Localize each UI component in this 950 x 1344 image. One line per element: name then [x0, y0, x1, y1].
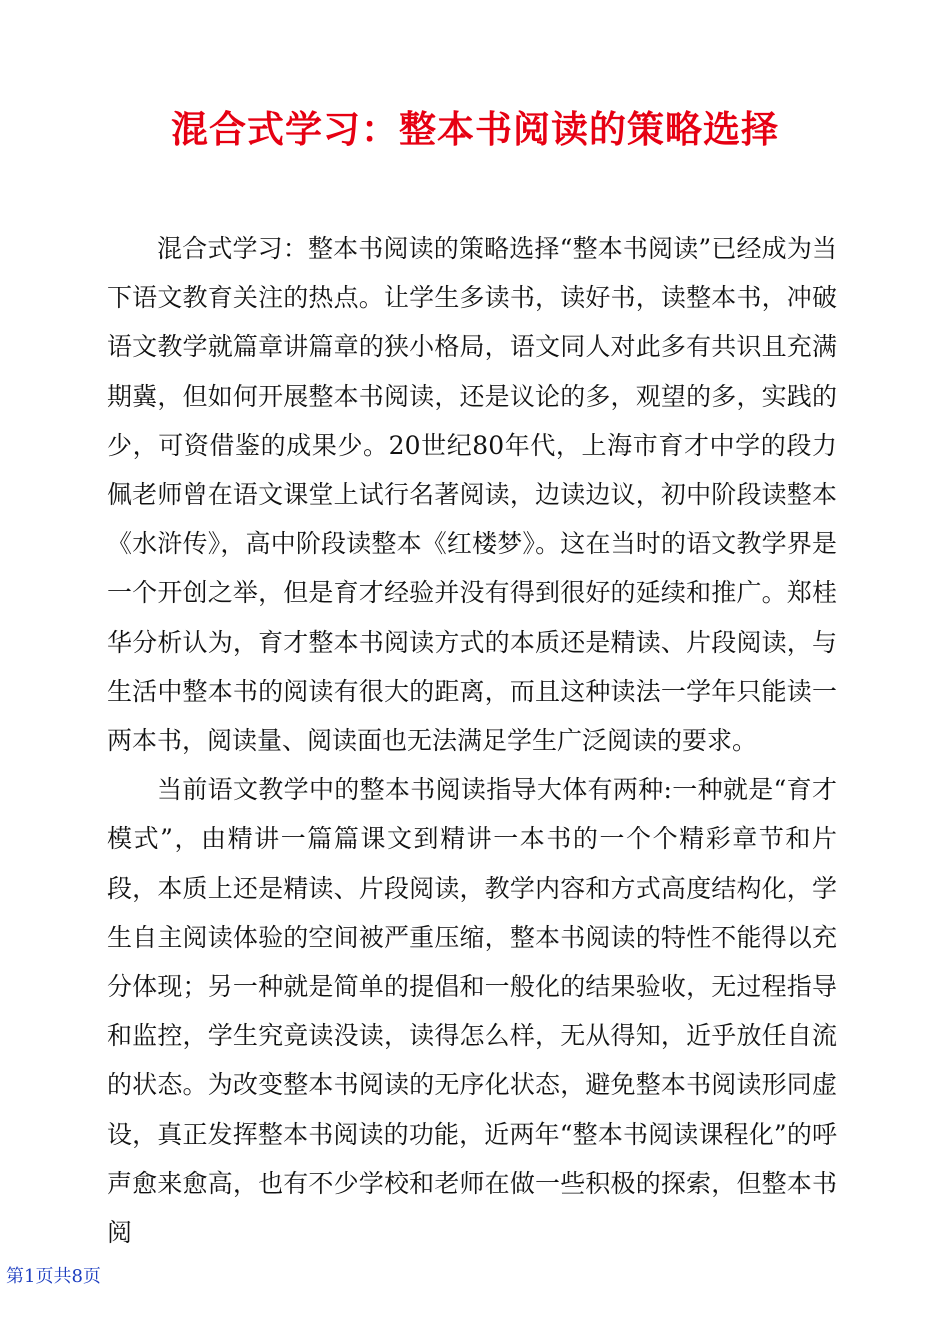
document-body	[107, 224, 837, 1257]
page-indicator: 第1页共8页	[6, 1266, 101, 1287]
paragraph-1: 混合式学习：整本书阅读的策略选择“整本书阅读”已经成为当下语文教育关注的热点。让学生多读书，读好书，读整本书，冲破语文教学就篇章讲篇章的狭小格局，语文同人对此多有共识且充满期冀，但如何开展整本书阅读，还是议论的多，观望的多，实践的少，可资借鉴的成果少。20世纪80年代，上海市育才中学的段力佩老师曾在语文课堂上试行名著阅读，边读边议，初中阶段读整本《水浒传》，高中阶段读整本《红楼梦》。这在当时的语文教学界是一个开创之举，但是育才经验并没有得到很好的延续和推广。郑桂华分析认为，育才整本书阅读方式的本质还是精读、片段阅读，与生活中整本书的阅读有很大的距离，而且这种读法一学年只能读一两本书，阅读量、阅读面也无法满足学生广泛阅读的要求。	[107, 234, 837, 756]
document-title: 混合式学习：整本书阅读的策略选择	[171, 108, 779, 151]
paragraph-2: 当前语文教学中的整本书阅读指导大体有两种:一种就是“育才模式”，由精讲一篇篇课文到精讲一本书的一个个精彩章节和片段，本质上还是精读、片段阅读，教学内容和方式高度结构化，学生自主阅读体验的空间被严重压缩，整本书阅读的特性不能得以充分体现；另一种就是简单的提倡和一般化的结果验收，无过程指导和监控，学生究竟读没读，读得怎么样，无从得知，近乎放任自流的状态。为改变整本书阅读的无序化状态，避免整本书阅读形同虚设，真正发挥整本书阅读的功能，近两年“整本书阅读课程化”的呼声愈来愈高，也有不少学校和老师在做一些积极的探索，但整本书阅	[107, 775, 837, 1248]
